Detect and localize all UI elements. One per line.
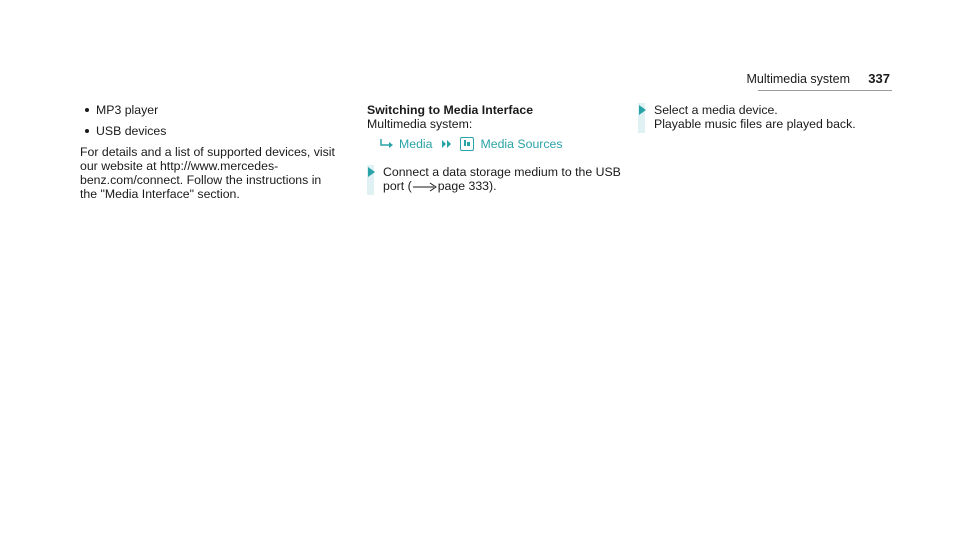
step-triangle-icon [639, 105, 646, 115]
double-chevron-icon [441, 138, 453, 150]
paragraph-line: our website at http://www.mercedes- [80, 159, 279, 173]
step-line-prefix: port ( [383, 179, 412, 193]
page-reference-arrow-icon [412, 182, 438, 192]
paragraph-line: benz.com/connect. Follow the instructions in [80, 173, 322, 187]
list-item [80, 124, 350, 138]
step-line: Select a media device. [654, 103, 778, 117]
media-sources-icon [460, 137, 474, 151]
paragraph-line: the "Media Interface" section. [80, 187, 240, 201]
step-line: Connect a data storage medium to the USB [383, 165, 621, 179]
page-reference[interactable]: page 333). [437, 179, 497, 193]
menu-path-media-sources[interactable]: Media Sources [480, 137, 563, 151]
list-item-label: USB devices [96, 124, 167, 138]
instruction-step [367, 165, 622, 193]
page-number: 337 [868, 71, 890, 86]
section-heading: Switching to Media Interface [367, 103, 534, 117]
page-header [0, 70, 960, 90]
menu-path-media[interactable]: Media [399, 137, 433, 151]
bullet-icon [85, 108, 89, 112]
header-rule [758, 90, 892, 91]
section-title: Multimedia system [746, 72, 850, 86]
paragraph-line: For details and a list of supported devices, visit [80, 145, 335, 159]
column-right [638, 103, 878, 131]
list-item-label: MP3 player [96, 103, 159, 117]
step-triangle-icon [368, 167, 375, 177]
instruction-step [638, 103, 878, 131]
bullet-icon [85, 129, 89, 133]
section-subheading: Multimedia system: [367, 117, 473, 131]
column-middle [367, 103, 622, 193]
column-left [80, 103, 350, 201]
supported-devices-paragraph [80, 145, 350, 201]
path-arrow-icon [379, 138, 394, 150]
menu-path [367, 137, 622, 151]
step-line: Playable music files are played back. [654, 117, 856, 131]
list-item [80, 103, 350, 117]
step-line-2 [383, 179, 622, 193]
